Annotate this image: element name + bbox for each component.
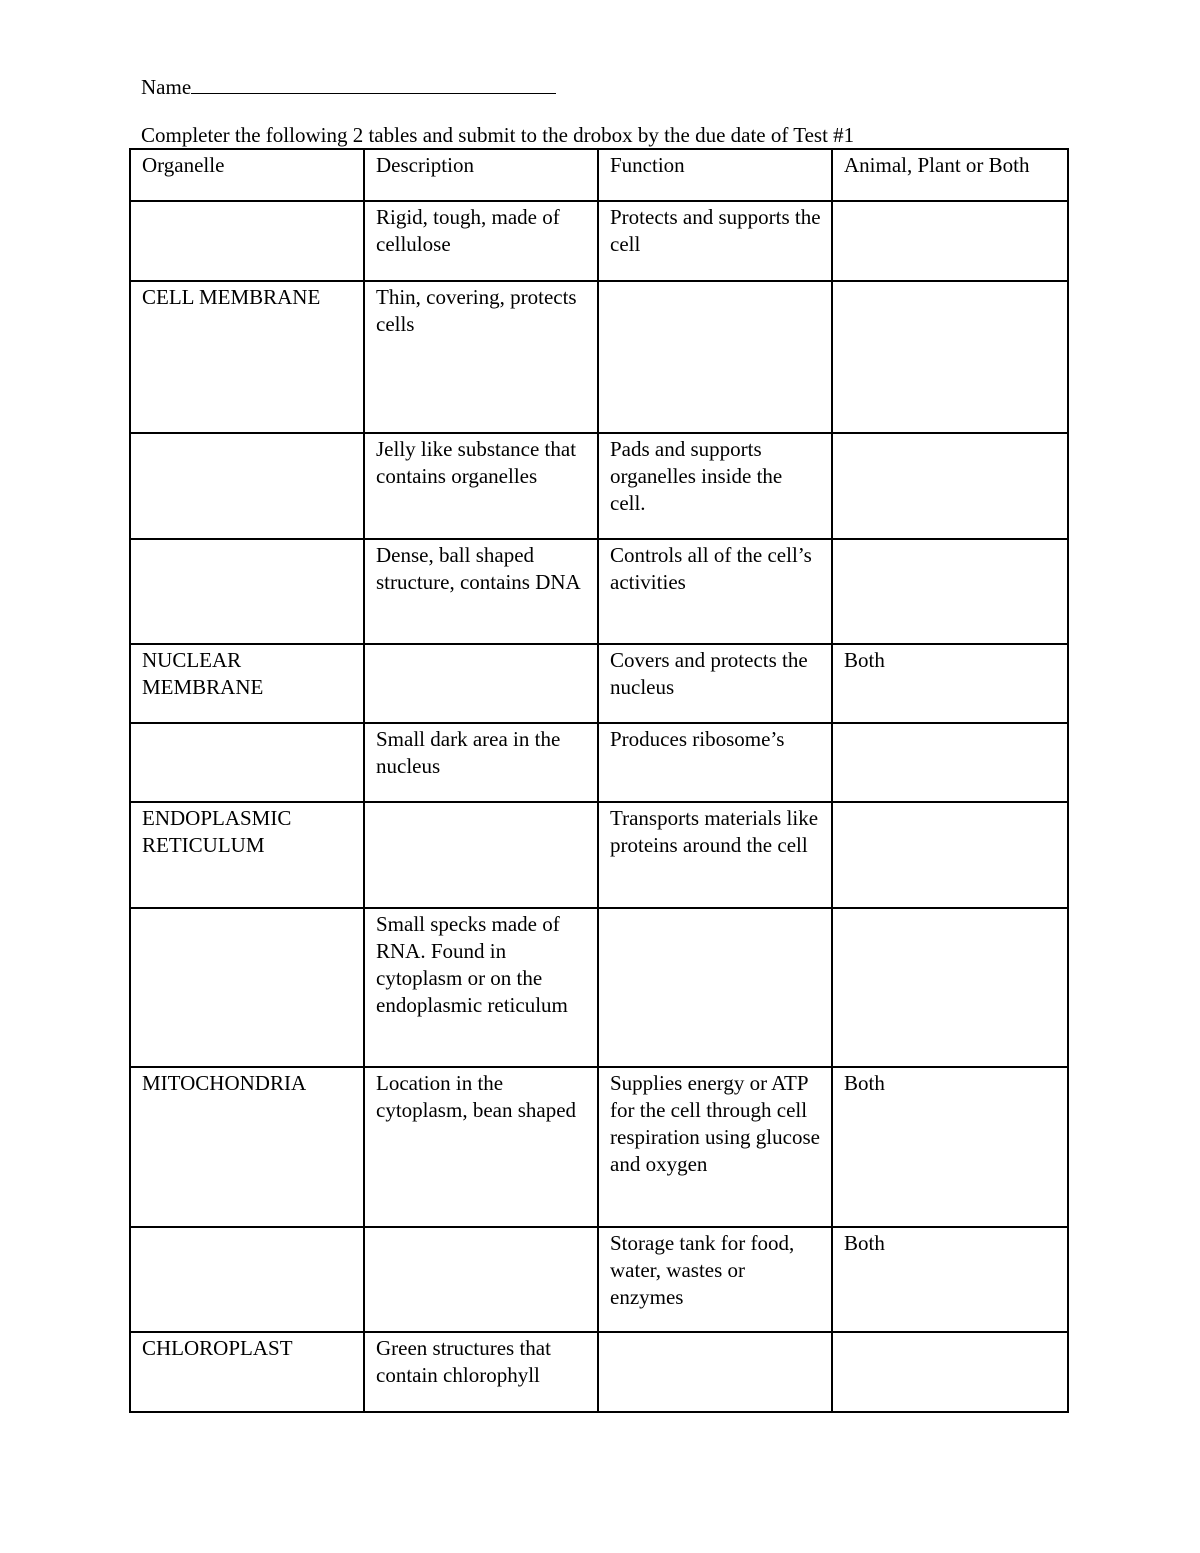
cell-description: Jelly like substance that contains organelles xyxy=(364,433,598,539)
cell-organelle: MITOCHONDRIA xyxy=(130,1067,364,1227)
cell-function xyxy=(598,281,832,433)
cell-organelle: NUCLEAR MEMBRANE xyxy=(130,644,364,723)
cell-function: Covers and protects the nucleus xyxy=(598,644,832,723)
cell-organelle xyxy=(130,539,364,644)
cell-description: Small dark area in the nucleus xyxy=(364,723,598,802)
cell-type xyxy=(832,1332,1068,1412)
name-field xyxy=(141,73,556,100)
table-row xyxy=(130,1227,1068,1332)
cell-description xyxy=(364,644,598,723)
cell-organelle xyxy=(130,1227,364,1332)
header-description: Description xyxy=(364,149,598,201)
cell-description: Small specks made of RNA. Found in cytoplasm or on the endoplasmic reticulum xyxy=(364,908,598,1067)
name-blank-line xyxy=(191,73,556,94)
cell-type xyxy=(832,802,1068,908)
cell-organelle xyxy=(130,433,364,539)
cell-function xyxy=(598,908,832,1067)
cell-type xyxy=(832,201,1068,281)
cell-description: Dense, ball shaped structure, contains DNA xyxy=(364,539,598,644)
table-header-row xyxy=(130,149,1068,201)
cell-organelle: CHLOROPLAST xyxy=(130,1332,364,1412)
cell-function: Storage tank for food, water, wastes or enzymes xyxy=(598,1227,832,1332)
cell-type xyxy=(832,908,1068,1067)
table-row xyxy=(130,644,1068,723)
table-row xyxy=(130,539,1068,644)
cell-description: Green structures that contain chlorophyll xyxy=(364,1332,598,1412)
table-row xyxy=(130,802,1068,908)
cell-description: Thin, covering, protects cells xyxy=(364,281,598,433)
name-label: Name xyxy=(141,75,192,99)
cell-type: Both xyxy=(832,1227,1068,1332)
table-row xyxy=(130,281,1068,433)
header-function: Function xyxy=(598,149,832,201)
cell-organelle xyxy=(130,908,364,1067)
cell-type xyxy=(832,281,1068,433)
cell-type xyxy=(832,433,1068,539)
header-organelle: Organelle xyxy=(130,149,364,201)
cell-type: Both xyxy=(832,1067,1068,1227)
cell-function: Controls all of the cell’s activities xyxy=(598,539,832,644)
header-animal-plant-both: Animal, Plant or Both xyxy=(832,149,1068,201)
cell-type xyxy=(832,723,1068,802)
cell-function: Transports materials like proteins around the cell xyxy=(598,802,832,908)
organelle-table xyxy=(129,148,1069,1413)
table-row xyxy=(130,908,1068,1067)
cell-organelle xyxy=(130,723,364,802)
cell-organelle xyxy=(130,201,364,281)
cell-function: Pads and supports organelles inside the cell. xyxy=(598,433,832,539)
table-row xyxy=(130,1332,1068,1412)
table-row xyxy=(130,201,1068,281)
cell-function: Produces ribosome’s xyxy=(598,723,832,802)
instructions-text: Completer the following 2 tables and submit to the drobox by the due date of Test #1 xyxy=(141,123,855,147)
table-row xyxy=(130,433,1068,539)
cell-function xyxy=(598,1332,832,1412)
cell-description xyxy=(364,802,598,908)
cell-organelle: CELL MEMBRANE xyxy=(130,281,364,433)
cell-description: Rigid, tough, made of cellulose xyxy=(364,201,598,281)
cell-description: Location in the cytoplasm, bean shaped xyxy=(364,1067,598,1227)
cell-organelle: ENDOPLASMIC RETICULUM xyxy=(130,802,364,908)
cell-type: Both xyxy=(832,644,1068,723)
table-row xyxy=(130,723,1068,802)
table-row xyxy=(130,1067,1068,1227)
cell-type xyxy=(832,539,1068,644)
cell-function: Supplies energy or ATP for the cell through cell respiration using glucose and oxygen xyxy=(598,1067,832,1227)
cell-description xyxy=(364,1227,598,1332)
cell-function: Protects and supports the cell xyxy=(598,201,832,281)
